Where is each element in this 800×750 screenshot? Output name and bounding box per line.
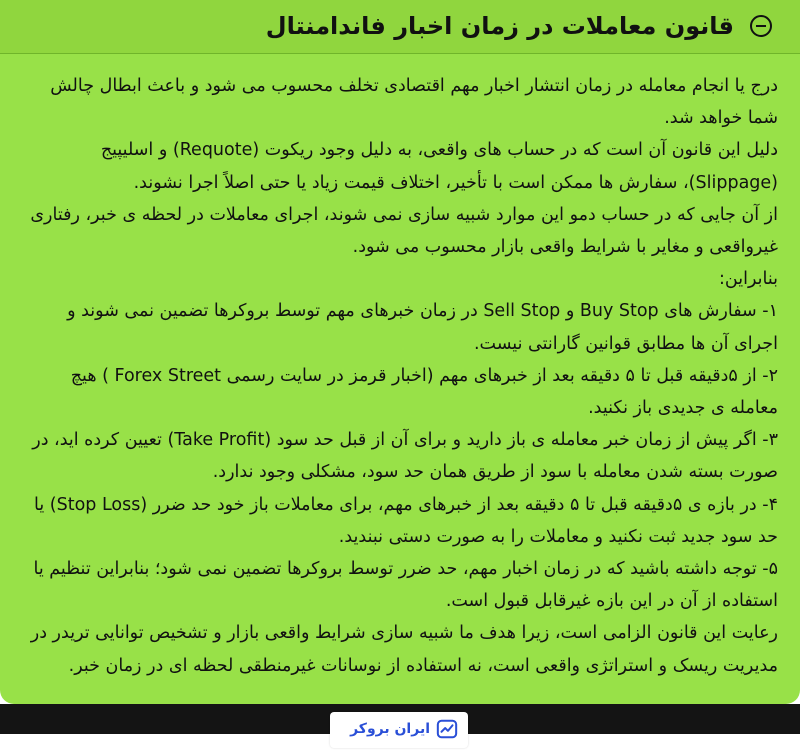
paragraph-reason: دلیل این قانون آن است که در حساب های واقعی، به دلیل وجود ریکوت (Requote) و اسلیپیج (Slippage)، سفارش ها ممکن است با تأخیر، اختلاف قیمت زیاد یا حتی اصلاً اجرا نشوند.	[100, 140, 778, 193]
rule-item-2: ۲- از ۵دقیقه قبل تا ۵ دقیقه بعد از خبرهای مهم (اخبار قرمز در سایت رسمی Forex Street ) هیچ معامله ی جدیدی باز نکنید.	[70, 365, 778, 419]
footer	[0, 704, 800, 750]
rule-item-4: ۴- در بازه ی ۵دقیقه قبل تا ۵ دقیقه بعد از خبرهای مهم، برای معاملات باز خود حد ضرر (Stop Loss) یا حد سود جدید ثبت نکنید و معاملات را به صورت دستی نبندید.	[34, 494, 778, 547]
accordion-content	[20, 70, 778, 682]
accordion-header[interactable]	[0, 0, 800, 54]
watermark-text: ایران بروکر	[350, 721, 430, 737]
paragraph-intro: درج یا انجام معامله در زمان انتشار اخبار مهم اقتصادی تخلف محسوب می شود و باعث ابطال چالش شما خواهد شد.	[50, 76, 778, 129]
paragraph-demo: از آن جایی که در حساب دمو این موارد شبیه سازی نمی شوند، اجرای معاملات در لحظه ی خبر، رفتاری غیرواقعی و مغایر با شرایط واقعی بازار محسوب می شود.	[30, 204, 778, 258]
rule-item-1: ۱- سفارش های Buy Stop و Sell Stop در زمان خبرهای مهم توسط بروکرها تضمین نمی شوند و اجرای آن ها مطابق قوانین گارانتی نیست.	[67, 301, 778, 354]
paragraph-conclusion: رعایت این قانون الزامی است، زیرا هدف ما شبیه سازی شرایط واقعی بازار و تشخیص توانایی تریدر در مدیریت ریسک و استراتژی واقعی است، نه استفاده از نوسانات غیرمنطقی لحظه ای در زمان خبر.	[30, 623, 778, 676]
iranbroker-logo-icon	[436, 718, 458, 740]
accordion-title: قانون معاملات در زمان اخبار فاندامنتال	[265, 12, 734, 40]
minus-circle-icon[interactable]	[750, 15, 772, 37]
rule-item-3: ۳- اگر پیش از زمان خبر معامله ی باز دارید و برای آن از قبل حد سود (Take Profit) تعیین کرده اید، در صورت بسته شدن معامله با سود از طریق همان حد سود، مشکلی وجود ندارد.	[32, 430, 778, 483]
rule-item-5: ۵- توجه داشته باشید که در زمان اخبار مهم، حد ضرر توسط بروکرها تضمین نمی شود؛ بنابراین تنظیم یا استفاده از آن در این بازه غیرقابل قبول است.	[33, 559, 778, 612]
watermark	[330, 712, 468, 748]
paragraph-therefore: بنابراین:	[719, 269, 778, 290]
